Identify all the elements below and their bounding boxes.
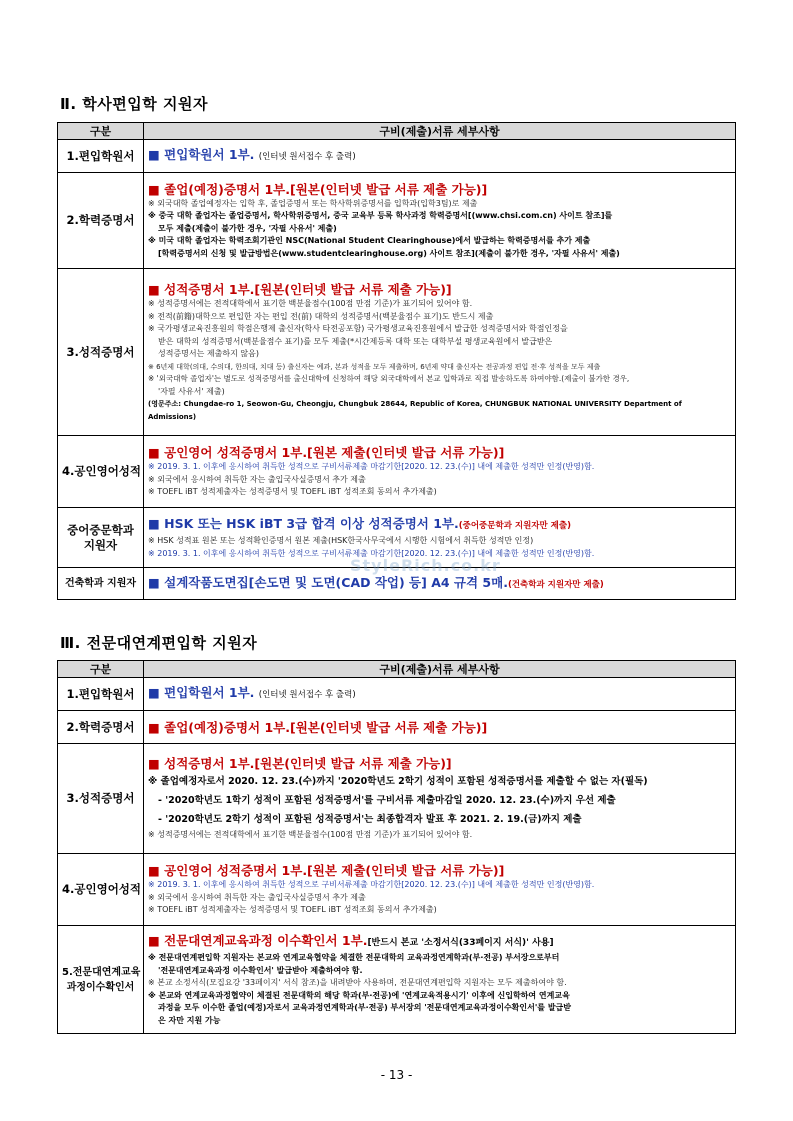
header-details: 구비(제출)서류 세부사항	[144, 123, 736, 140]
table-row	[58, 678, 736, 711]
note-line: ※ 6년제 대학(의대, 수의대, 한의대, 치대 등) 출신자는 예과, 본과 성적을 모두 제출하며, 6년제 약대 출신자는 전공과정 편입 전·후 성적을 모두 제출	[148, 362, 601, 371]
note-line: ※ 외국에서 응시하여 취득한 자는 출입국사실증명서 추가 제출	[148, 474, 366, 484]
note-line: '전문대연계교육과정 이수확인서' 발급받아 제출하여야 함.	[158, 965, 363, 975]
table-row	[58, 140, 736, 173]
section2-title: Ⅱ. 학사편입학 지원자	[60, 95, 208, 113]
note-line: ※ 졸업예정자로서 2020. 12. 23.(수)까지 '2020학년도 2학기 성적이 포함된 성적증명서를 제출할 수 없는 자(필독)	[148, 776, 648, 788]
note-line: ※ 국가평생교육진흥원의 학점은행제 출신자(학사 타전공포함) 국가평생교육진흥원에서 발급한 성적증명서와 학점인정을	[148, 324, 568, 333]
note-line: 과정을 모두 이수한 졸업(예정)자로서 교육과정연계학과(부·전공) 부서장의 '전문대연계교육과정이수확인서'를 발급받	[158, 1003, 571, 1012]
row-content	[144, 926, 736, 1034]
note-line: ※ 미국 대학 졸업자는 학력조회기관인 NSC(National Student Clearinghouse)에서 발급하는 학력증명서를 추가 제출	[148, 236, 591, 246]
note-line: ※ 본교와 연계교육과정협약이 체결된 전문대학의 해당 학과(부·전공)에 '연계교육적용시기' 이후에 신입학하여 연계교육	[148, 990, 570, 1000]
note-line: 받은 대학의 성적증명서(백분율점수 표기)를 모두 제출(*시간제등록 대학 또는 대학부설 평생교육원에서 발급받은	[158, 336, 553, 346]
header-details: 구비(제출)서류 세부사항	[144, 661, 736, 678]
item-heading: ■ 졸업(예정)증명서 1부.[원본(인터넷 발급 서류 제출 가능)]	[148, 719, 488, 735]
note-line: ※ 외국대학 졸업예정자는 입학 후, 졸업증명서 또는 학사학위증명서를 입학과(입학3팀)로 제출	[148, 198, 478, 208]
note-line: '자필 사유서' 제출)	[158, 386, 225, 396]
item-note: (인터넷 원서접수 후 출력)	[258, 690, 356, 700]
row-label: 3.성적증명서	[58, 744, 144, 854]
note-line: - '2020학년도 1학기 성적이 포함된 성적증명서'를 구비서류 제출마감일 2020. 12. 23.(수)까지 우선 제출	[158, 795, 616, 807]
table-row	[58, 926, 736, 1034]
row-label: 1.편입학원서	[58, 140, 144, 173]
section3-table	[57, 660, 736, 1034]
row-content	[144, 173, 736, 269]
note-line: ※ 2019. 3. 1. 이후에 응시하여 취득한 성적으로 구비서류제출 마감기한[2020. 12. 23.(수)] 내에 제출한 성적만 인정(반영)함.	[148, 462, 595, 472]
item-heading: ■ 편입학원서 1부.	[148, 685, 255, 700]
row-content	[144, 678, 736, 711]
table-row	[58, 711, 736, 744]
item-note: (중어중문학과 지원자만 제출)	[458, 521, 571, 531]
note-line: ※ 성적증명서에는 전적대학에서 표기한 백분율점수(100점 만점 기준)가 표기되어 있어야 함.	[148, 299, 473, 308]
note-line: ※ 중국 대학 졸업자는 졸업증명서, 학사학위증명서, 중국 교육부 등록 학사과정 학력증명서[(www.chsi.com.cn) 사이트 참조]를	[148, 211, 613, 221]
section2-table	[57, 122, 736, 600]
item-heading: ■ HSK 또는 HSK iBT 3급 합격 이상 성적증명서 1부.	[148, 516, 459, 531]
row-content	[144, 436, 736, 508]
item-heading: ■ 성적증명서 1부.[원본(인터넷 발급 서류 제출 가능)]	[148, 282, 452, 297]
item-heading: ■ 공인영어 성적증명서 1부.[원본 제출(인터넷 발급 서류 가능)]	[148, 863, 505, 879]
row-label-line: 5.전문대연계교육	[62, 966, 141, 978]
table-header	[58, 123, 736, 140]
note-line: ※ TOEFL iBT 성적제출자는 성적증명서 및 TOEFL iBT 성적조회 동의서 추가제출)	[148, 905, 437, 915]
row-label	[58, 926, 144, 1034]
row-label-line: 지원자	[83, 537, 118, 552]
row-label	[58, 508, 144, 568]
item-heading: ■ 전문대연계교육과정 이수확인서 1부.	[148, 933, 368, 948]
row-label: 4.공인영어성적	[58, 854, 144, 926]
row-label-line: 중어중문학과	[67, 522, 134, 537]
table-header	[58, 661, 736, 678]
header-category: 구분	[58, 123, 144, 140]
note-line: ※ 전적(前籍)대학으로 편입한 자는 편입 전(前) 대학의 성적증명서(백분율점수 표기)도 반드시 제출	[148, 311, 494, 321]
item-note: (건축학과 지원자만 제출)	[507, 579, 604, 590]
note-line: 모두 제출(제출이 불가한 경우, '자필 사유서' 제출)	[158, 223, 337, 233]
note-line: ※ '외국대학 졸업자'는 별도로 성적증명서를 출신대학에 신청하여 해당 외국대학에서 본교 입학과로 직접 발송하도록 하여야함.(제출이 불가한 경우,	[148, 374, 630, 383]
page-number: - 13 -	[380, 1068, 413, 1082]
row-label: 건축학과 지원자	[58, 568, 144, 600]
table-row	[58, 269, 736, 436]
note-line: ※ 2019. 3. 1. 이후에 응시하여 취득한 성적으로 구비서류제출 마감기한[2020. 12. 23.(수)] 내에 제출한 성적만 인정(반영)함.	[148, 548, 595, 558]
row-content	[144, 711, 736, 744]
table-row	[58, 436, 736, 508]
row-content	[144, 854, 736, 926]
note-line: ※ 2019. 3. 1. 이후에 응시하여 취득한 성적으로 구비서류제출 마감기한[2020. 12. 23.(수)] 내에 제출한 성적만 인정(반영)함.	[148, 880, 595, 890]
row-content	[144, 140, 736, 173]
row-label-line: 과정이수확인서	[66, 981, 135, 993]
section3-title: Ⅲ. 전문대연계편입학 지원자	[60, 634, 258, 652]
item-note: (인터넷 원서접수 후 출력)	[258, 152, 356, 162]
item-heading: ■ 설계작품도면집[손도면 및 도면(CAD 작업) 등] A4 규격 5매.	[148, 574, 508, 590]
table-row	[58, 173, 736, 269]
table-row	[58, 744, 736, 854]
note-line: ※ 성적증명서에는 전적대학에서 표기한 백분율점수(100점 만점 기준)가 표기되어 있어야 함.	[148, 830, 473, 840]
note-line: 은 자만 지원 가능	[158, 1015, 221, 1025]
note-line: ※ 외국에서 응시하여 취득한 자는 출입국사실증명서 추가 제출	[148, 892, 366, 902]
item-heading: ■ 졸업(예정)증명서 1부.[원본(인터넷 발급 서류 제출 가능)]	[148, 181, 488, 197]
note-line: (영문주소: Chungdae-ro 1, Seowon-Gu, Cheongju, Chungbuk 28644, Republic of Korea, CHUNGBUK NATIONAL UNIVERSITY Department of Admissions)	[148, 400, 682, 421]
row-content	[144, 269, 736, 436]
item-note: [반드시 본교 '소정서식(33페이지 서식)' 사용]	[367, 938, 554, 948]
note-line: 성적증명서는 제출하지 않음)	[158, 349, 259, 358]
item-heading: ■ 성적증명서 1부.[원본(인터넷 발급 서류 제출 가능)]	[148, 756, 452, 772]
item-heading: ■ 편입학원서 1부.	[148, 147, 255, 162]
note-line: ※ HSK 성적표 원본 또는 성적확인증명서 원본 제출(HSK한국사무국에서 시행한 시험에서 취득한 성적만 인정)	[148, 536, 534, 545]
note-line: [학력증명서의 신청 및 발급방법은(www.studentclearinghouse.org) 사이트 참조](제출이 불가한 경우, '자필 사유서' 제출)	[158, 248, 620, 258]
note-line: - '2020학년도 2학기 성적이 포함된 성적증명서'는 최종합격자 발표 후 2021. 2. 19.(금)까지 제출	[158, 814, 582, 826]
note-line: ※ 전문대연계편입학 지원자는 본교와 연계교육협약을 체결한 전문대학의 교육과정연계학과(부·전공) 부서장으로부터	[148, 953, 560, 962]
row-label: 3.성적증명서	[58, 269, 144, 436]
header-category: 구분	[58, 661, 144, 678]
item-heading: ■ 공인영어 성적증명서 1부.[원본 제출(인터넷 발급 서류 가능)]	[148, 445, 505, 461]
row-content	[144, 744, 736, 854]
row-label: 2.학력증명서	[58, 173, 144, 269]
note-line: ※ TOEFL iBT 성적제출자는 성적증명서 및 TOEFL iBT 성적조회 동의서 추가제출)	[148, 487, 437, 497]
note-line: ※ 본교 소정서식(모집요강 '33페이지' 서식 참조)을 내려받아 사용하며, 전문대연계편입학 지원자는 모두 제출하여야 함.	[148, 978, 567, 987]
watermark: StyleRich.co.kr	[350, 556, 501, 575]
row-label: 1.편입학원서	[58, 678, 144, 711]
row-label: 2.학력증명서	[58, 711, 144, 744]
table-row	[58, 854, 736, 926]
row-label: 4.공인영어성적	[58, 436, 144, 508]
